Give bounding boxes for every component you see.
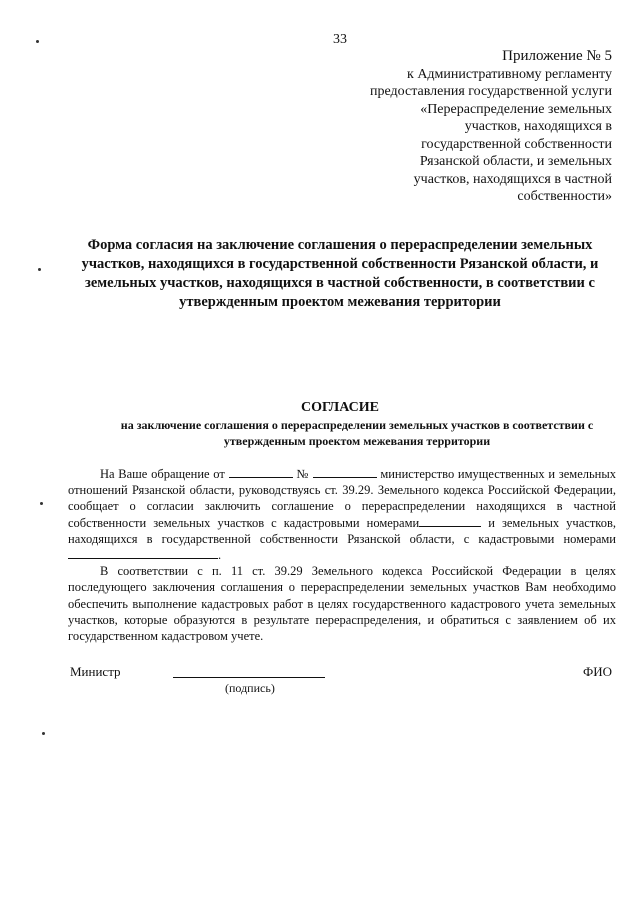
body-text [68,466,616,644]
scan-dot [40,502,43,505]
page-number: 33 [333,32,347,47]
number-blank[interactable] [313,466,377,478]
appendix-line: «Перераспределение земельных [420,101,612,117]
appendix-line: участков, находящихся в частной [413,171,612,187]
paragraph-2: В соответствии с п. 11 ст. 39.29 Земельного кодекса Российской Федерации в целях последующего заключения соглашения о перераспределении земельных участков Вам необходимо обеспечить выполнение кадастровых работ в целях государственного кадастрового учета земельных участков, которые образуются в результате перераспределения, и обратиться с заявлением об их государственном кадастровом учете. [68,564,616,644]
appendix-line: государственной собственности [421,136,612,152]
consent-subheading: на заключение соглашения о перераспределении земельных участков в соответствии с утвержденным проектом межевания территории [120,418,594,448]
state-cadastral-blank[interactable] [68,547,218,559]
consent-heading: СОГЛАСИЕ [301,400,379,415]
form-title: Форма согласия на заключение соглашения о перераспределении земельных участков, находящихся в государственной собственности Рязанской области, и земельных участков, находящихся в частной собственности, в соответствии с утвержденным проектом межевания территории [81,237,599,310]
appendix-line: к Административному регламенту [407,66,612,82]
private-cadastral-blank[interactable] [419,515,481,527]
p1-prefix: На Ваше обращение от [100,467,225,481]
appendix-line: предоставления государственной услуги [370,84,612,99]
appendix-header [312,48,612,206]
signature-line[interactable] [173,677,325,678]
appendix-line: участков, находящихся в [464,119,612,134]
p1-text: министерство имущественных и земельных отношений Рязанской области, руководствуясь ст. 39.29. Земельного кодекса Российской Федерации, сообщает о согласии заключить соглашение о перераспределении находящихся в частной собственности земельных участков с кадастровыми номерами [68,467,617,530]
p1-text-2: и земельных участков, находящихся в государственной собственности Рязанской области, с кадастровыми номерами [68,515,616,546]
scan-dot [36,40,39,43]
signature-caption: (подпись) [225,681,275,695]
number-sign: № [296,467,309,481]
signatory-position: Министр [70,664,121,679]
scan-dot [38,268,41,271]
appendix-title: Приложение № 5 [502,48,612,64]
appendix-line: Рязанской области, и земельных [419,154,612,169]
date-blank[interactable] [229,466,293,478]
paragraph-1: На Ваше обращение от № министерство имущественных и земельных отношений Рязанской области, руководствуясь ст. 39.29. Земельного кодекса Российской Федерации, сообщает о согласии заключить соглашение о перераспределении находящихся в частной собственности земельных участков с кадастровыми номерами и земельных участков, находящихся в государственной собственности Рязанской области, с кадастровыми номерами . [68,467,617,563]
scan-dot [42,732,45,735]
appendix-line: собственности» [517,189,612,204]
name-placeholder: ФИО [582,664,612,679]
